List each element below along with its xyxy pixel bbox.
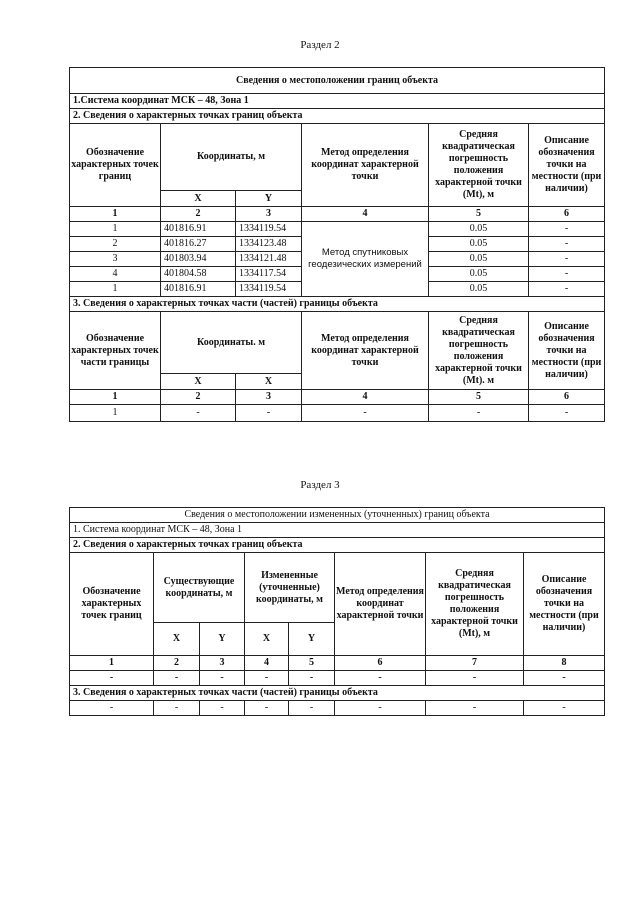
col-number: 1 bbox=[70, 207, 161, 222]
desc-value: - bbox=[529, 252, 605, 267]
col-number: 6 bbox=[529, 390, 605, 405]
header-description: Описание обозначения точки на местности (при наличии) bbox=[524, 553, 605, 656]
coord-x: 401803.94 bbox=[161, 252, 236, 267]
desc-value: - bbox=[529, 267, 605, 282]
coord-y: 1334117.54 bbox=[236, 267, 302, 282]
table-row bbox=[70, 405, 605, 422]
mt-value: 0.05 bbox=[429, 282, 529, 297]
header-designation: Обозначение характерных точек границ bbox=[70, 124, 161, 207]
coord-y: 1334119.54 bbox=[236, 282, 302, 297]
cell: - bbox=[426, 671, 524, 686]
section2-table-title: Сведения о местоположении границ объекта bbox=[70, 68, 605, 94]
cell: - bbox=[154, 671, 200, 686]
cell: - bbox=[245, 701, 289, 716]
section3-table-title: Сведения о местоположении измененных (уточненных) границ объекта bbox=[70, 508, 605, 523]
cell: - bbox=[335, 671, 426, 686]
header-method: Метод определения координат характерной точки bbox=[302, 312, 429, 390]
header-x: X bbox=[245, 623, 289, 656]
col-number: 7 bbox=[426, 656, 524, 671]
header-error: Средняя квадратическая погрешность положения характерной точки (Mt), м bbox=[429, 124, 529, 207]
cell: - bbox=[426, 701, 524, 716]
cell: - bbox=[429, 405, 529, 422]
coord-y: 1334123.48 bbox=[236, 237, 302, 252]
header-y: Y bbox=[236, 191, 302, 207]
cell: - bbox=[335, 701, 426, 716]
col-number: 5 bbox=[429, 207, 529, 222]
cell: - bbox=[161, 405, 236, 422]
desc-value: - bbox=[529, 237, 605, 252]
section2-part2-heading: 2. Сведения о характерных точках границ объекта bbox=[70, 109, 605, 124]
header-description: Описание обозначения точки на местности (при наличии) bbox=[529, 312, 605, 390]
col-number: 3 bbox=[236, 390, 302, 405]
mt-value: 0.05 bbox=[429, 267, 529, 282]
header-error: Средняя квадратическая погрешность положения характерной точки (Mt). м bbox=[429, 312, 529, 390]
section3-part2-heading: 2. Сведения о характерных точках границ объекта bbox=[70, 538, 605, 553]
cell: - bbox=[200, 701, 245, 716]
col-number: 1 bbox=[70, 390, 161, 405]
cell: 1 bbox=[70, 405, 161, 422]
cell: - bbox=[200, 671, 245, 686]
mt-value: 0.05 bbox=[429, 222, 529, 237]
col-number: 4 bbox=[302, 207, 429, 222]
point-id: 1 bbox=[70, 222, 161, 237]
col-number: 5 bbox=[289, 656, 335, 671]
col-number: 4 bbox=[245, 656, 289, 671]
table-row bbox=[70, 222, 605, 237]
section2-table bbox=[69, 67, 605, 422]
point-id: 3 bbox=[70, 252, 161, 267]
table-row bbox=[70, 671, 605, 686]
desc-value: - bbox=[529, 282, 605, 297]
section3-coord-system: 1. Система координат МСК – 48, Зона 1 bbox=[70, 523, 605, 538]
mt-value: 0.05 bbox=[429, 237, 529, 252]
desc-value: - bbox=[529, 222, 605, 237]
cell: - bbox=[529, 405, 605, 422]
header-y: X bbox=[236, 374, 302, 390]
header-designation: Обозначение характерных точек границ bbox=[70, 553, 154, 656]
header-existing-coords: Существующие координаты, м bbox=[154, 553, 245, 623]
coord-y: 1334119.54 bbox=[236, 222, 302, 237]
coord-x: 401816.27 bbox=[161, 237, 236, 252]
coord-y: 1334121.48 bbox=[236, 252, 302, 267]
col-number: 1 bbox=[70, 656, 154, 671]
header-method: Метод определения координат характерной точки bbox=[335, 553, 426, 656]
section3-table bbox=[69, 507, 605, 716]
header-y: Y bbox=[289, 623, 335, 656]
header-x: X bbox=[161, 191, 236, 207]
point-id: 2 bbox=[70, 237, 161, 252]
cell: - bbox=[289, 671, 335, 686]
cell: - bbox=[70, 671, 154, 686]
point-id: 1 bbox=[70, 282, 161, 297]
header-x: X bbox=[154, 623, 200, 656]
header-coords: Координаты, м bbox=[161, 124, 302, 191]
section2-part3-heading: 3. Сведения о характерных точках части (частей) границы объекта bbox=[70, 297, 605, 312]
section3-part3-heading: 3. Сведения о характерных точках части (частей) границы объекта bbox=[70, 686, 605, 701]
col-number: 6 bbox=[335, 656, 426, 671]
header-y: Y bbox=[200, 623, 245, 656]
coord-x: 401816.91 bbox=[161, 282, 236, 297]
col-number: 2 bbox=[161, 207, 236, 222]
cell: - bbox=[524, 701, 605, 716]
cell: - bbox=[524, 671, 605, 686]
col-number: 3 bbox=[200, 656, 245, 671]
coord-x: 401804.58 bbox=[161, 267, 236, 282]
col-number: 8 bbox=[524, 656, 605, 671]
section3-title: Раздел 3 bbox=[300, 479, 340, 491]
cell: - bbox=[154, 701, 200, 716]
table-row bbox=[70, 701, 605, 716]
header-x: X bbox=[161, 374, 236, 390]
cell: - bbox=[245, 671, 289, 686]
method-value: Метод спутниковых геодезических измерений bbox=[302, 222, 429, 297]
cell: - bbox=[289, 701, 335, 716]
header-coords: Координаты. м bbox=[161, 312, 302, 374]
section2-coord-system: 1.Система координат МСК – 48, Зона 1 bbox=[70, 94, 605, 109]
cell: - bbox=[236, 405, 302, 422]
header-error: Средняя квадратическая погрешность положения характерной точки (Mt), м bbox=[426, 553, 524, 656]
cell: - bbox=[70, 701, 154, 716]
coord-x: 401816.91 bbox=[161, 222, 236, 237]
header-designation: Обозначение характерных точек части границы bbox=[70, 312, 161, 390]
header-changed-coords: Измененные (уточненные) координаты, м bbox=[245, 553, 335, 623]
cell: - bbox=[302, 405, 429, 422]
col-number: 6 bbox=[529, 207, 605, 222]
point-id: 4 bbox=[70, 267, 161, 282]
col-number: 5 bbox=[429, 390, 529, 405]
col-number: 3 bbox=[236, 207, 302, 222]
header-method: Метод определения координат характерной точки bbox=[302, 124, 429, 207]
col-number: 2 bbox=[161, 390, 236, 405]
section2-title: Раздел 2 bbox=[300, 39, 340, 51]
header-description: Описание обозначения точки на местности (при наличии) bbox=[529, 124, 605, 207]
mt-value: 0.05 bbox=[429, 252, 529, 267]
col-number: 4 bbox=[302, 390, 429, 405]
col-number: 2 bbox=[154, 656, 200, 671]
